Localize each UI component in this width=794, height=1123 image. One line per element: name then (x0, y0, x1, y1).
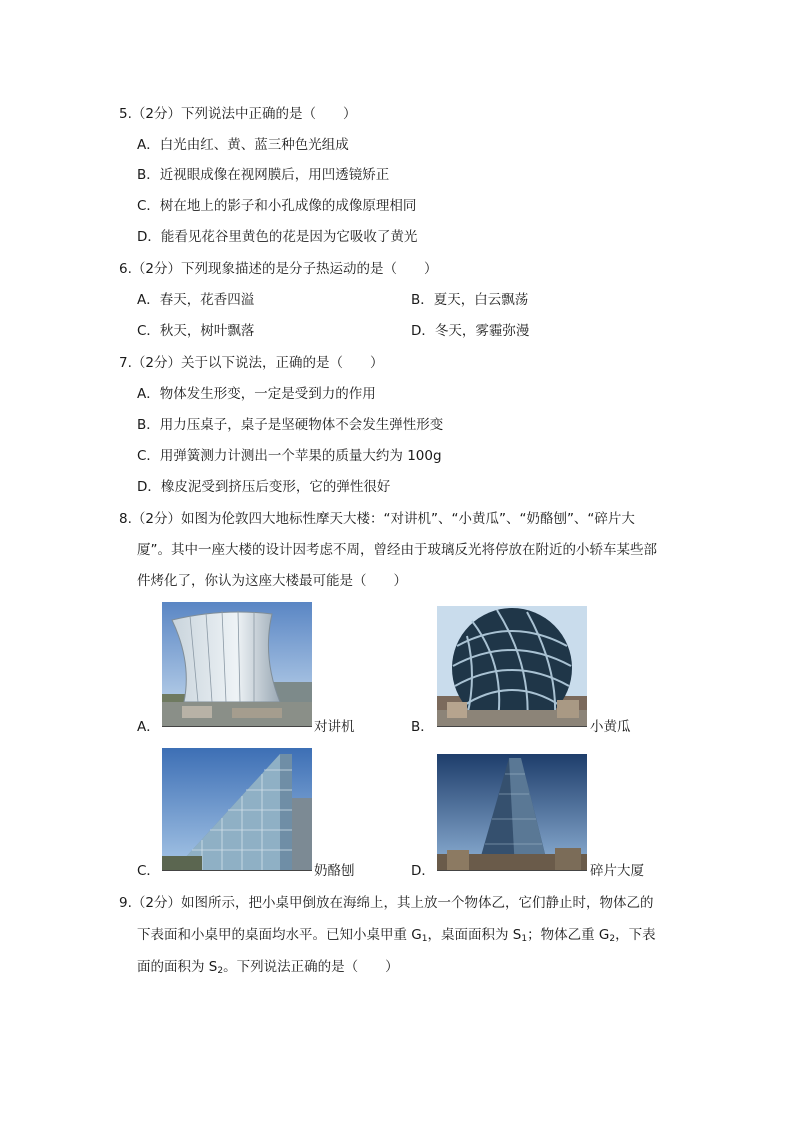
q8-option-d-letter: D． (411, 863, 435, 879)
q6-option-a: A．春天，花香四溢 (137, 292, 255, 308)
q5-option-a: A．白光由红、黄、蓝三种色光组成 (137, 137, 349, 153)
gherkin-building-image (437, 606, 587, 727)
question-7-stem: 7.（2分）关于以下说法，正确的是（ ） (119, 355, 384, 371)
question-9-stem-line-3: 面的面积为 $S_2$。下列说法正确的是（ ） (137, 959, 399, 976)
q6-option-b: B．夏天，白云飘荡 (411, 292, 529, 308)
q5-option-c: C．树在地上的影子和小孔成像的成像原理相同 (137, 198, 417, 214)
q8-option-b-letter: B． (411, 719, 434, 735)
q6-option-c: C．秋天，树叶飘落 (137, 323, 255, 339)
q8-option-c-letter: C． (137, 863, 160, 879)
walkie-talkie-building-image (162, 602, 312, 727)
q6-option-d: D．冬天，雾霾弥漫 (411, 323, 530, 339)
question-8-stem-line-1: 8.（2分）如图为伦敦四大地标性摩天大楼：“对讲机”、“小黄瓜”、“奶酪刨”、“碎片大 (119, 511, 635, 527)
question-9-stem-line-2: 下表面和小桌甲的桌面均水平。已知小桌甲重 $G_1$，桌面面积为 $S_1$；物体乙重 $G_2$，下表 (137, 927, 656, 944)
cheesegrater-building-image (162, 748, 312, 871)
q8-option-c-label: 奶酪刨 (314, 863, 355, 879)
question-8-stem-line-2: 厦”。其中一座大楼的设计因考虑不周，曾经由于玻璃反光将停放在附近的小轿车某些部 (137, 542, 657, 558)
question-5-stem: 5.（2分）下列说法中正确的是（ ） (119, 106, 357, 122)
q7-option-b: B．用力压桌子，桌子是坚硬物体不会发生弹性形变 (137, 417, 444, 433)
q5-option-d: D．能看见花谷里黄色的花是因为它吸收了黄光 (137, 229, 418, 245)
question-9-stem-line-1: 9.（2分）如图所示，把小桌甲倒放在海绵上，其上放一个物体乙，它们静止时，物体乙的 (119, 895, 654, 911)
question-8-stem-line-3: 件烤化了，你认为这座大楼最可能是（ ） (137, 573, 407, 589)
q8-option-b-label: 小黄瓜 (590, 719, 631, 735)
q7-option-d: D．橡皮泥受到挤压后变形，它的弹性很好 (137, 479, 391, 495)
q8-option-a-letter: A． (137, 719, 160, 735)
q5-option-b: B．近视眼成像在视网膜后，用凹透镜矫正 (137, 167, 390, 183)
q8-option-d-label: 碎片大厦 (590, 863, 644, 879)
q7-option-a: A．物体发生形变，一定是受到力的作用 (137, 386, 376, 402)
q8-option-a-label: 对讲机 (314, 719, 355, 735)
question-6-stem: 6.（2分）下列现象描述的是分子热运动的是（ ） (119, 261, 438, 277)
shard-building-image (437, 754, 587, 871)
q7-option-c: C．用弹簧测力计测出一个苹果的质量大约为 100g (137, 448, 442, 464)
